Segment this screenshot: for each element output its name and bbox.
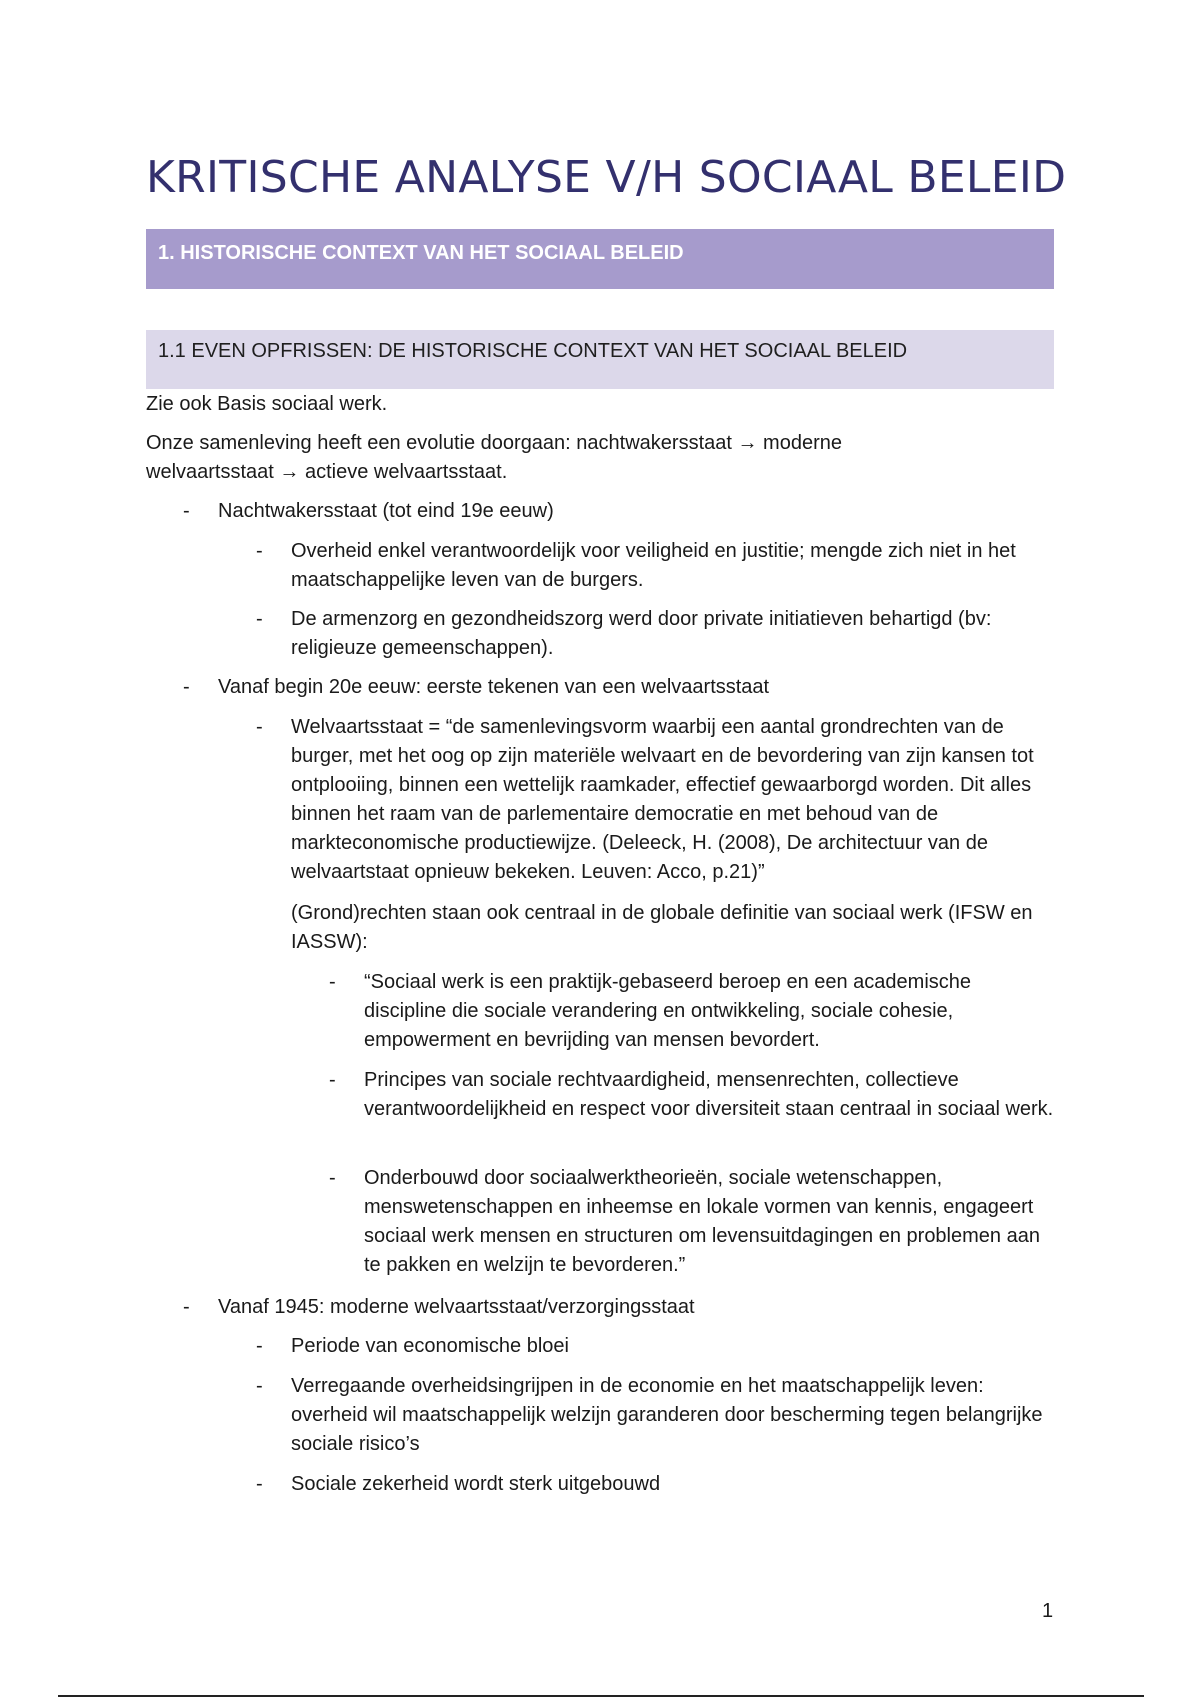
list-item-text: Periode van economische bloei bbox=[291, 1335, 569, 1357]
heading-level-1: 1. HISTORISCHE CONTEXT VAN HET SOCIAAL BELEID bbox=[146, 229, 1054, 289]
list-item-text: Vanaf 1945: moderne welvaartsstaat/verzorgingsstaat bbox=[218, 1296, 695, 1318]
list-item-text: Welvaartsstaat = “de samenlevingsvorm waarbij een aantal grondrechten van de burger, met het oog op zijn materiële welvaart en de bevordering van zijn kansen tot ontplooiing, binnen een wettelijk raamkader, effectief gewaarborgd worden. Dit alles binnen het raam van de parlementaire democratie en met behoud van de markteconomische productiewijze. (Deleeck, H. (2008), De architectuur van de welvaartstaat opnieuw bekeken. Leuven: Acco, p.21)” bbox=[291, 716, 1034, 883]
followup-paragraph: (Grond)rechten staan ook centraal in de globale definitie van sociaal werk (IFSW en IASSW): bbox=[291, 902, 1033, 953]
list-item-text: Verregaande overheidsingrijpen in de economie en het maatschappelijk leven: overheid wil maatschappelijk welzijn garanderen door bescherming tegen belangrijke sociale risico’s bbox=[291, 1375, 1043, 1455]
document-title: KRITISCHE ANALYSE V/H SOCIAAL BELEID bbox=[146, 152, 1067, 203]
bullet-marker: - bbox=[183, 500, 190, 522]
list-item-text: Sociale zekerheid wordt sterk uitgebouwd bbox=[291, 1473, 661, 1495]
list-item-text: Principes van sociale rechtvaardigheid, mensenrechten, collectieve verantwoordelijkheid en respect voor diversiteit staan centraal in sociaal werk. bbox=[364, 1069, 1054, 1120]
bullet-marker: - bbox=[329, 971, 336, 993]
list-item-text: Vanaf begin 20e eeuw: eerste tekenen van een welvaartsstaat bbox=[218, 676, 770, 698]
intro-paragraph: Zie ook Basis sociaal werk. bbox=[146, 393, 388, 415]
list-item-text: Overheid enkel verantwoordelijk voor veiligheid en justitie; mengde zich niet in het maatschappelijke leven van de burgers. bbox=[291, 540, 1016, 591]
bullet-marker: - bbox=[329, 1069, 336, 1091]
bullet-marker: - bbox=[256, 1473, 263, 1495]
list-item-text: “Sociaal werk is een praktijk-gebaseerd beroep en een academische discipline die sociale verandering en ontwikkeling, sociale cohesie, empowerment en bevrijding van mensen bevordert. bbox=[364, 971, 972, 1051]
list-item-text: De armenzorg en gezondheidszorg werd door private initiatieven behartigd (bv: religieuze gemeenschappen). bbox=[291, 608, 992, 659]
bullet-marker: - bbox=[256, 608, 263, 630]
list-item-text: Onderbouwd door sociaalwerktheorieën, sociale wetenschappen, menswetenschappen en inheemse en lokale vormen van kennis, engageert sociaal werk mensen en structuren om levensuitdagingen en problemen aan te pakken en welzijn te bevorderen.” bbox=[364, 1167, 1040, 1276]
bullet-marker: - bbox=[183, 676, 190, 698]
bullet-marker: - bbox=[256, 1375, 263, 1397]
bullet-marker: - bbox=[183, 1296, 190, 1318]
bullet-marker: - bbox=[256, 716, 263, 738]
intro-paragraph: Onze samenleving heeft een evolutie doorgaan: nachtwakersstaat → moderne welvaartsstaat → actieve welvaartsstaat. bbox=[146, 432, 842, 483]
bullet-marker: - bbox=[256, 540, 263, 562]
bullet-marker: - bbox=[329, 1167, 336, 1189]
page-bottom-divider bbox=[58, 1695, 1144, 1697]
heading-level-2: 1.1 EVEN OPFRISSEN: DE HISTORISCHE CONTEXT VAN HET SOCIAAL BELEID bbox=[146, 330, 1054, 389]
bullet-marker: - bbox=[256, 1335, 263, 1357]
list-item-text: Nachtwakersstaat (tot eind 19e eeuw) bbox=[218, 500, 554, 522]
page-number: 1 bbox=[1042, 1600, 1054, 1622]
